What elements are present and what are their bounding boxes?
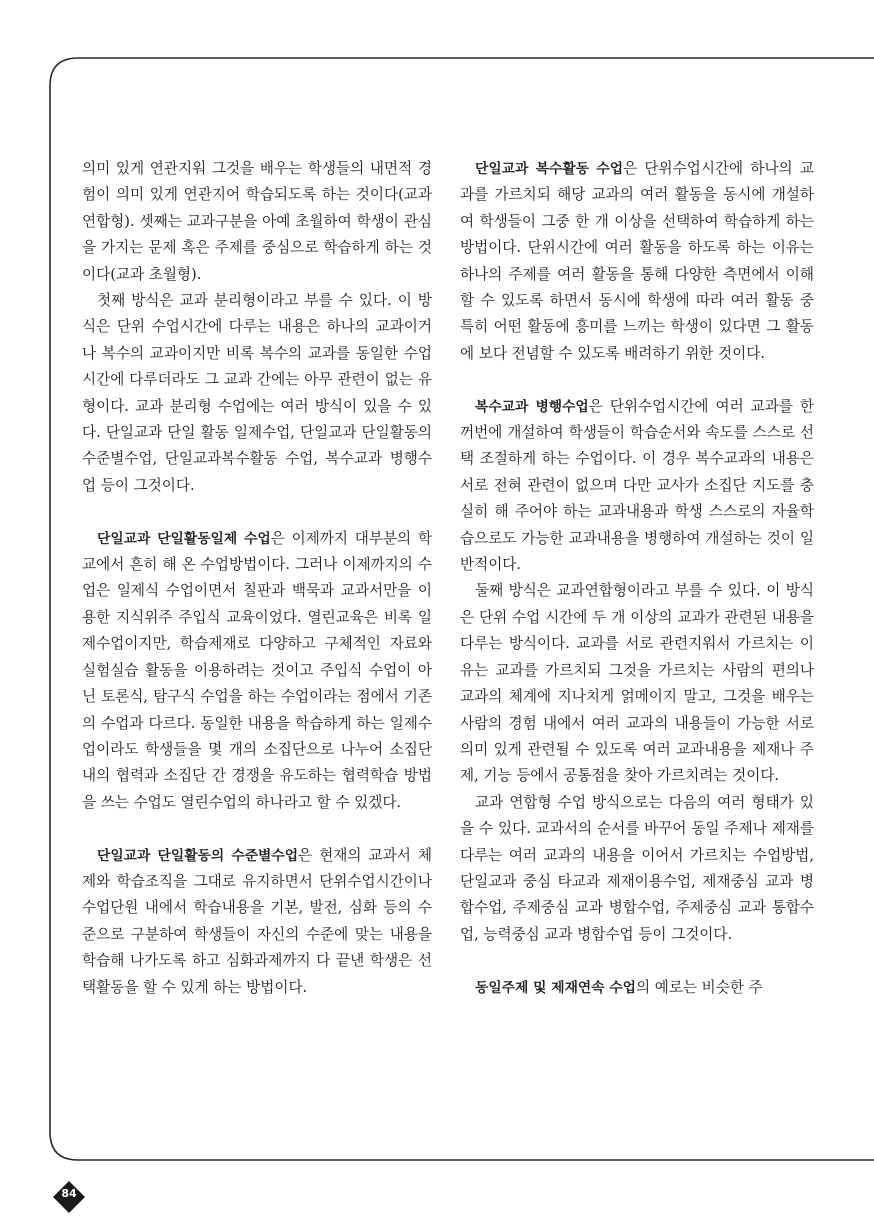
term-heading: 단일교과 단일활동일제 수업 <box>97 530 271 547</box>
term-heading: 단일교과 단일활동의 수준별수업 <box>97 847 299 864</box>
paragraph: 동일주제 및 제재연속 수업의 예로는 비슷한 주 <box>475 978 763 996</box>
term-heading: 복수교과 병행수업 <box>475 398 589 415</box>
right-column <box>460 156 814 1001</box>
paragraph: 단일교과 단일활동의 수준별수업은 현재의 교과서 체제와 학습조직을 그대로 유지하면서 단위수업시간이나 수업단원 내에서 학습내용을 기본, 발전, 심화 등의 수준으로 구분하여 학생들이 자신의 수준에 맞는 내용을 학습해 나가도록 하고 심화과제까지 다 끝낸 학생은 선택활동을 할 수 있게 하는 방법이다. <box>82 846 433 996</box>
term-heading: 단일교과 복수활동 수업 <box>475 161 624 177</box>
paragraph: 교과 연합형 수업 방식으로는 다음의 여러 형태가 있을 수 있다. 교과서의 순서를 바꾸어 동일 주제나 제재를 다루는 여러 교과의 내용을 이어서 가르치는 수업방법, 단일교과 중심 타교과 제재이용수업, 제재중심 교과 병합수업, 주제중심 교과 병합수업, 주제중심 교과 통합수업, 능력중심 교과 병합수업 등이 그것이다. <box>460 793 814 943</box>
paragraph: 단일교과 단일활동일제 수업은 이제까지 대부분의 학교에서 흔히 해 온 수업방법이다. 그러나 이제까지의 수업은 일제식 수업이면서 칠판과 백묵과 교과서만을 이용한 지식위주 주입식 교육이었다. 열린교육은 비록 일제수업이지만, 학습제재로 다양하고 구체적인 자료와 실험실습 활동을 이용하려는 것이고 주입식 수업이 아닌 토론식, 탐구식 수업을 하는 수업이라는 점에서 기존의 수업과 다르다. 동일한 내용을 학습하게 하는 일제수업이라도 학생들을 몇 개의 소집단으로 나누어 소집단 내의 협력과 소집단 간 경쟁을 유도하는 협력학습 방법을 쓰는 수업도 열린수업의 하나라고 할 수 있겠다. <box>82 529 432 811</box>
left-column <box>82 156 432 1001</box>
paragraph: 의미 있게 연관지워 그것을 배우는 학생들의 내면적 경험이 의미 있게 연관지어 학습되도록 하는 것이다(교과 연합형). 셋째는 교과구분을 아예 초월하여 학생이 관심을 가지는 문제 혹은 주제를 중심으로 학습하게 하는 것이다(교과 초월형). <box>82 160 432 283</box>
paragraph: 첫째 방식은 교과 분리형이라고 부를 수 있다. 이 방식은 단위 수업시간에 다루는 내용은 하나의 교과이거나 복수의 교과이지만 비록 복수의 교과를 동일한 수업시간에 다루더라도 그 교과 간에는 아무 관련이 없는 유형이다. 교과 분리형 수업에는 여러 방식이 있을 수 있다. 단일교과 단일 활동 일제수업, 단일교과 단일활동의 수준별수업, 단일교과복수활동 수업, 복수교과 병행수업 등이 그것이다. <box>82 292 432 494</box>
page-number: 84 <box>61 1187 77 1200</box>
paragraph: 단일교과 복수활동 수업은 단위수업시간에 하나의 교과를 가르치되 해당 교과의 여러 활동을 동시에 개설하여 학생들이 그중 한 개 이상을 선택하여 학습하게 하는 방법이다. 단위시간에 여러 활동을 하도록 하는 이유는 하나의 주제를 여러 활동을 통해 다양한 측면에서 이해할 수 있도록 하면서 동시에 학생에 따라 여러 활동 중 특히 어떤 활동에 흥미를 느끼는 학생이 있다면 그 활동에 보다 전념할 수 있도록 배려하기 위한 것이다. <box>460 160 814 362</box>
term-heading: 동일주제 및 제재연속 수업 <box>475 979 637 996</box>
paragraph: 둘째 방식은 교과연합형이라고 부를 수 있다. 이 방식은 단위 수업 시간에 두 개 이상의 교과가 관련된 내용을 다루는 방식이다. 교과를 서로 관련지워서 가르치는 이유는 교과를 가르치되 그것을 가르치는 사람의 편의나 교과의 체계에 지나치게 얽메이지 말고, 그것을 배우는 사람의 경험 내에서 여러 교과의 내용들이 가능한 서로 의미 있게 관련될 수 있도록 여러 교과내용을 제재나 주제, 기능 등에서 공통점을 찾아 가르치려는 것이다. <box>460 582 814 785</box>
paragraph: 복수교과 병행수업은 단위수업시간에 여러 교과를 한꺼번에 개설하여 학생들이 학습순서와 속도를 스스로 선택 조절하게 하는 수업이다. 이 경우 복수교과의 내용은 서로 전혀 관련이 없으며 다만 교사가 소집단 지도를 충실히 해 주어야 하는 교과내용과 학생 스스로의 자율학습으로도 가능한 교과내용을 병행하여 개설하는 것이 일반적이다. <box>460 397 814 574</box>
